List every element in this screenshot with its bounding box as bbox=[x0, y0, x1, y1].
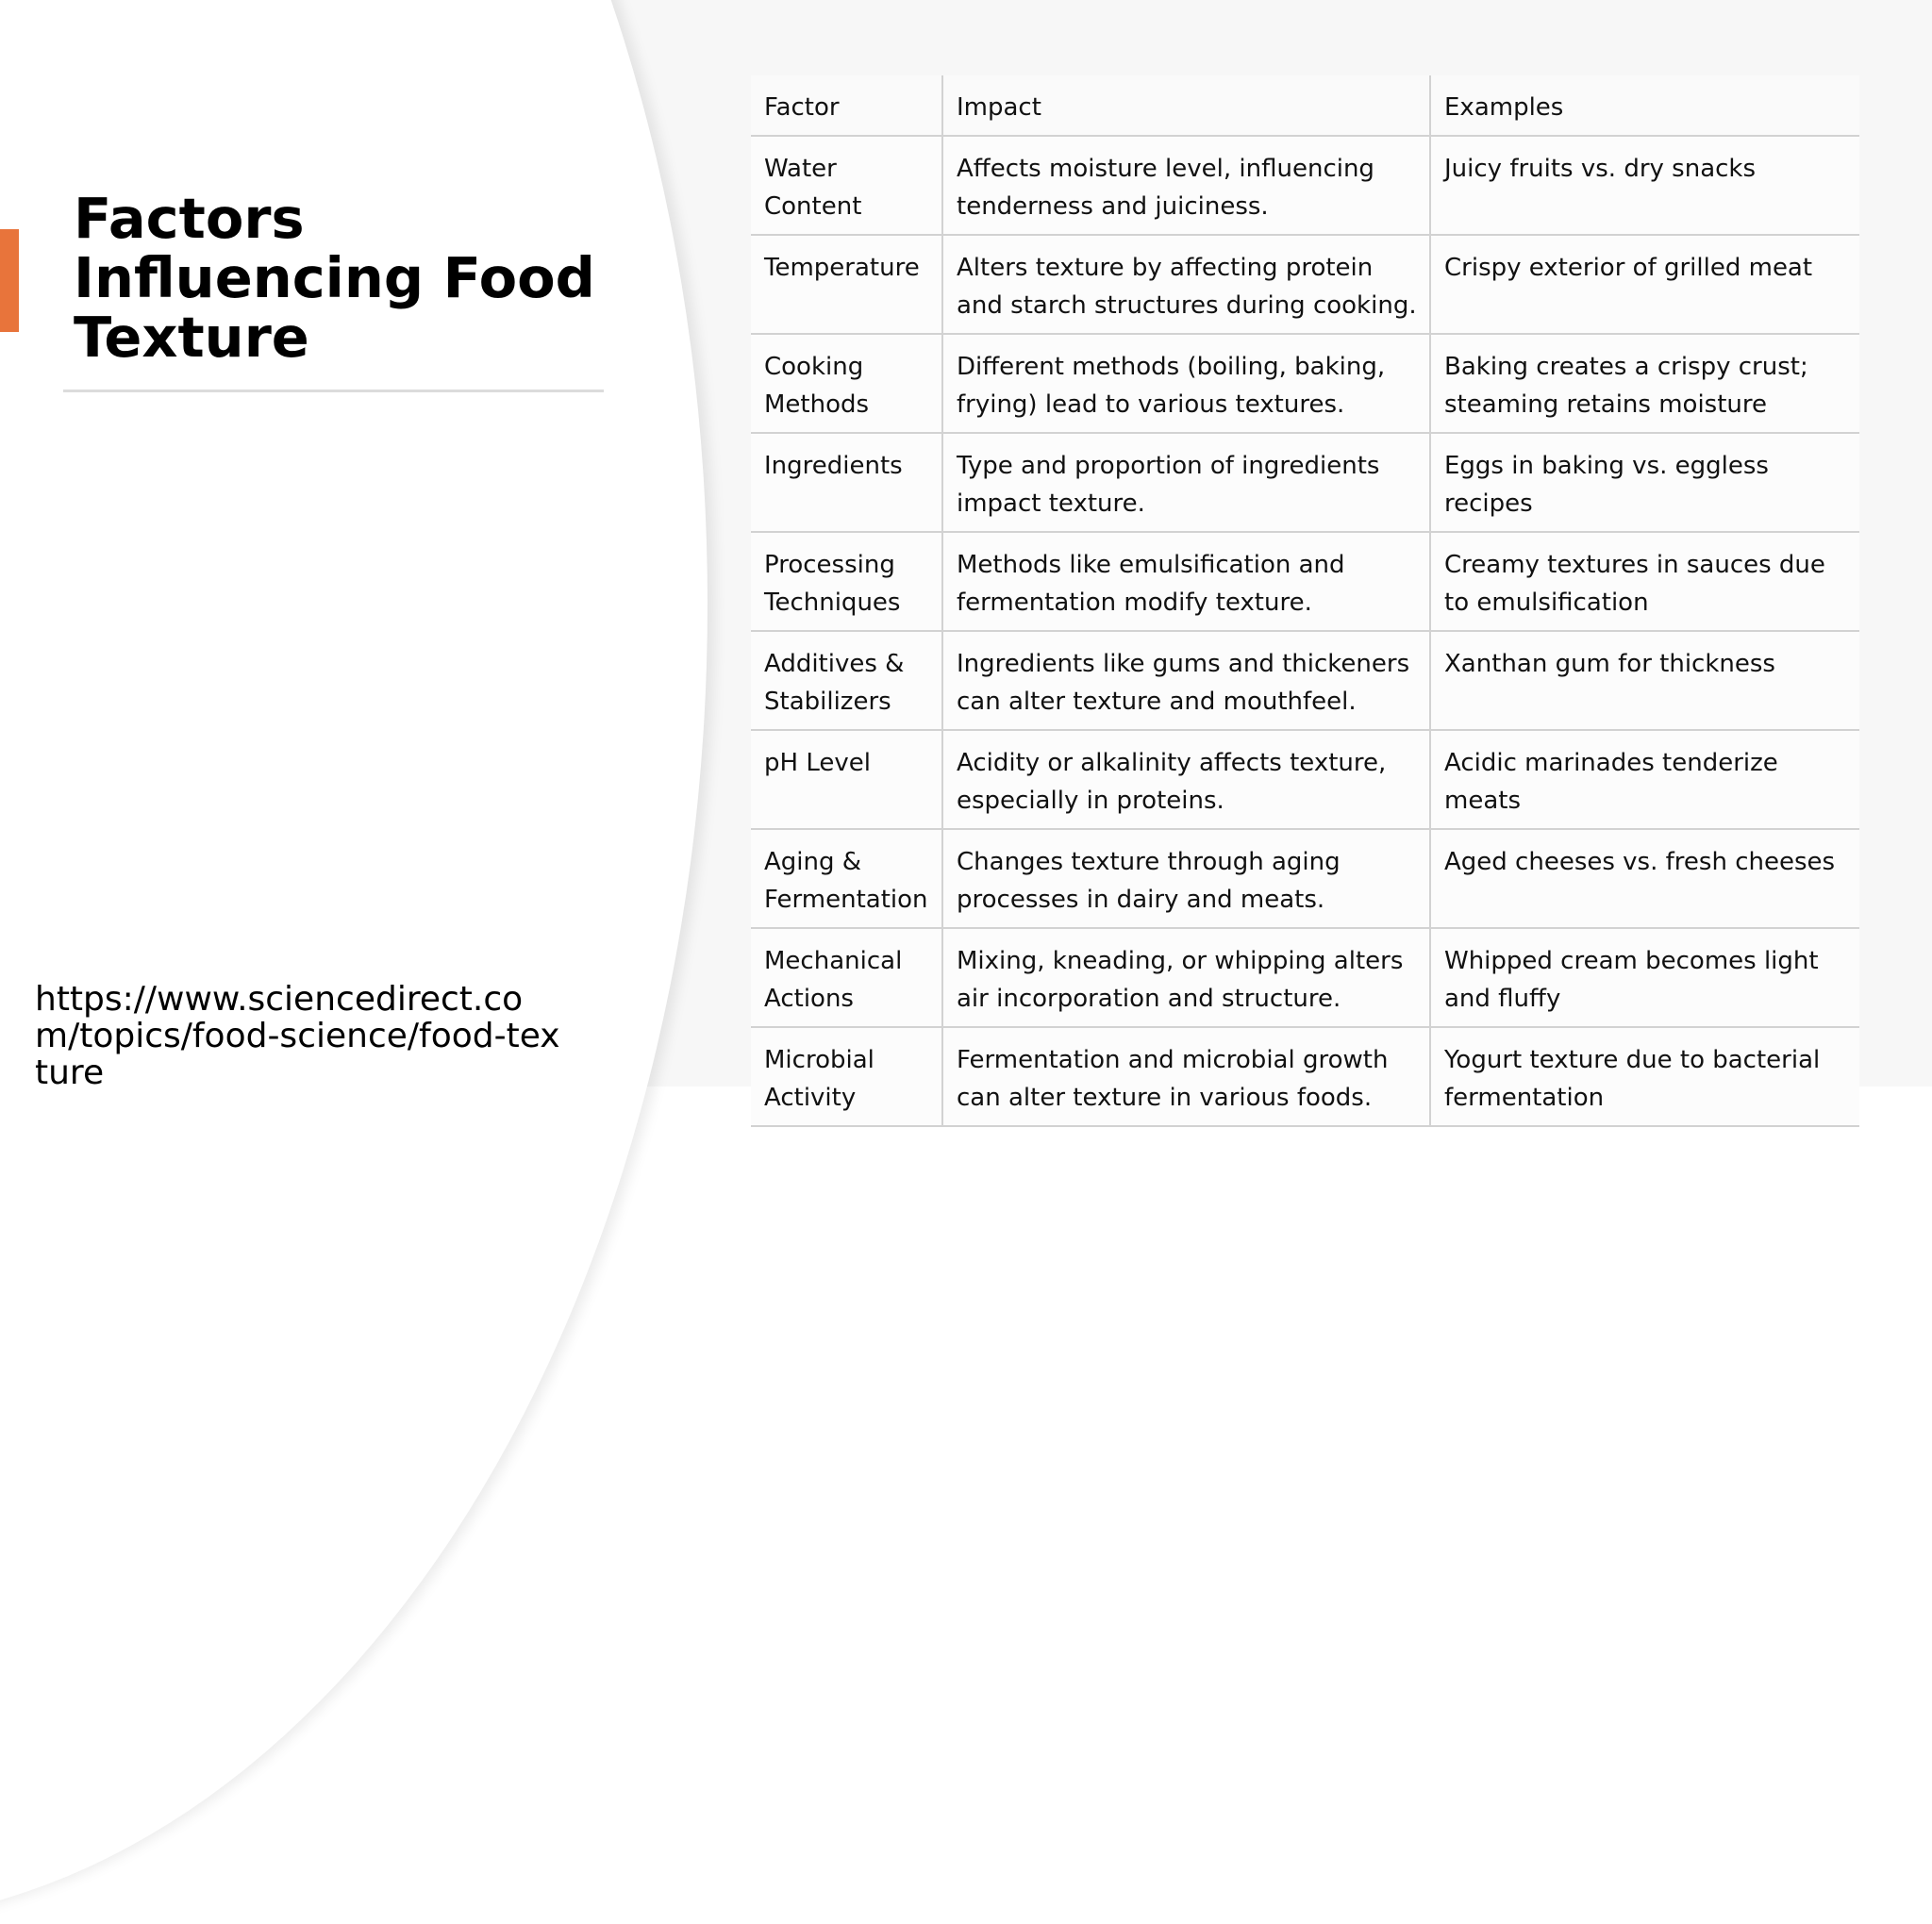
impact-cell: Methods like emulsification and fermentation modify texture. bbox=[942, 532, 1430, 631]
factor-cell: Additives & Stabilizers bbox=[751, 631, 942, 730]
impact-cell: Type and proportion of ingredients impact texture. bbox=[942, 433, 1430, 532]
impact-cell: Fermentation and microbial growth can alter texture in various foods. bbox=[942, 1027, 1430, 1126]
table-row bbox=[751, 928, 1859, 1027]
source-url: https://www.sciencedirect.com/topics/food-science/food-texture bbox=[35, 980, 560, 1092]
impact-cell: Acidity or alkalinity affects texture, especially in proteins. bbox=[942, 730, 1430, 829]
table-row bbox=[751, 829, 1859, 928]
table-row bbox=[751, 235, 1859, 334]
impact-cell: Ingredients like gums and thickeners can alter texture and mouthfeel. bbox=[942, 631, 1430, 730]
example-cell: Crispy exterior of grilled meat bbox=[1430, 235, 1859, 334]
header-factor: Factor bbox=[751, 75, 942, 136]
factor-cell: Mechanical Actions bbox=[751, 928, 942, 1027]
table-row bbox=[751, 1027, 1859, 1126]
impact-cell: Changes texture through aging processes in dairy and meats. bbox=[942, 829, 1430, 928]
factor-cell: pH Level bbox=[751, 730, 942, 829]
table-row bbox=[751, 730, 1859, 829]
title-divider bbox=[63, 390, 604, 392]
example-cell: Eggs in baking vs. eggless recipes bbox=[1430, 433, 1859, 532]
header-impact: Impact bbox=[942, 75, 1430, 136]
table-row bbox=[751, 334, 1859, 433]
example-cell: Baking creates a crispy crust; steaming retains moisture bbox=[1430, 334, 1859, 433]
factors-table bbox=[751, 75, 1859, 1127]
impact-cell: Affects moisture level, influencing tenderness and juiciness. bbox=[942, 136, 1430, 235]
example-cell: Acidic marinades tenderize meats bbox=[1430, 730, 1859, 829]
factor-cell: Temperature bbox=[751, 235, 942, 334]
factor-cell: Processing Techniques bbox=[751, 532, 942, 631]
accent-bar bbox=[0, 229, 19, 332]
impact-cell: Alters texture by affecting protein and starch structures during cooking. bbox=[942, 235, 1430, 334]
example-cell: Xanthan gum for thickness bbox=[1430, 631, 1859, 730]
factor-cell: Ingredients bbox=[751, 433, 942, 532]
table-row bbox=[751, 631, 1859, 730]
factors-table-container bbox=[751, 75, 1859, 1127]
factor-cell: Cooking Methods bbox=[751, 334, 942, 433]
example-cell: Yogurt texture due to bacterial fermentation bbox=[1430, 1027, 1859, 1126]
factor-cell: Aging & Fermentation bbox=[751, 829, 942, 928]
header-examples: Examples bbox=[1430, 75, 1859, 136]
factor-cell: Water Content bbox=[751, 136, 942, 235]
table-header-row bbox=[751, 75, 1859, 136]
table-row bbox=[751, 532, 1859, 631]
example-cell: Creamy textures in sauces due to emulsification bbox=[1430, 532, 1859, 631]
table-row bbox=[751, 433, 1859, 532]
impact-cell: Mixing, kneading, or whipping alters air incorporation and structure. bbox=[942, 928, 1430, 1027]
impact-cell: Different methods (boiling, baking, frying) lead to various textures. bbox=[942, 334, 1430, 433]
slide-title: Factors Influencing Food Texture bbox=[74, 186, 595, 370]
factor-cell: Microbial Activity bbox=[751, 1027, 942, 1126]
example-cell: Whipped cream becomes light and fluffy bbox=[1430, 928, 1859, 1027]
table-row bbox=[751, 136, 1859, 235]
example-cell: Juicy fruits vs. dry snacks bbox=[1430, 136, 1859, 235]
example-cell: Aged cheeses vs. fresh cheeses bbox=[1430, 829, 1859, 928]
